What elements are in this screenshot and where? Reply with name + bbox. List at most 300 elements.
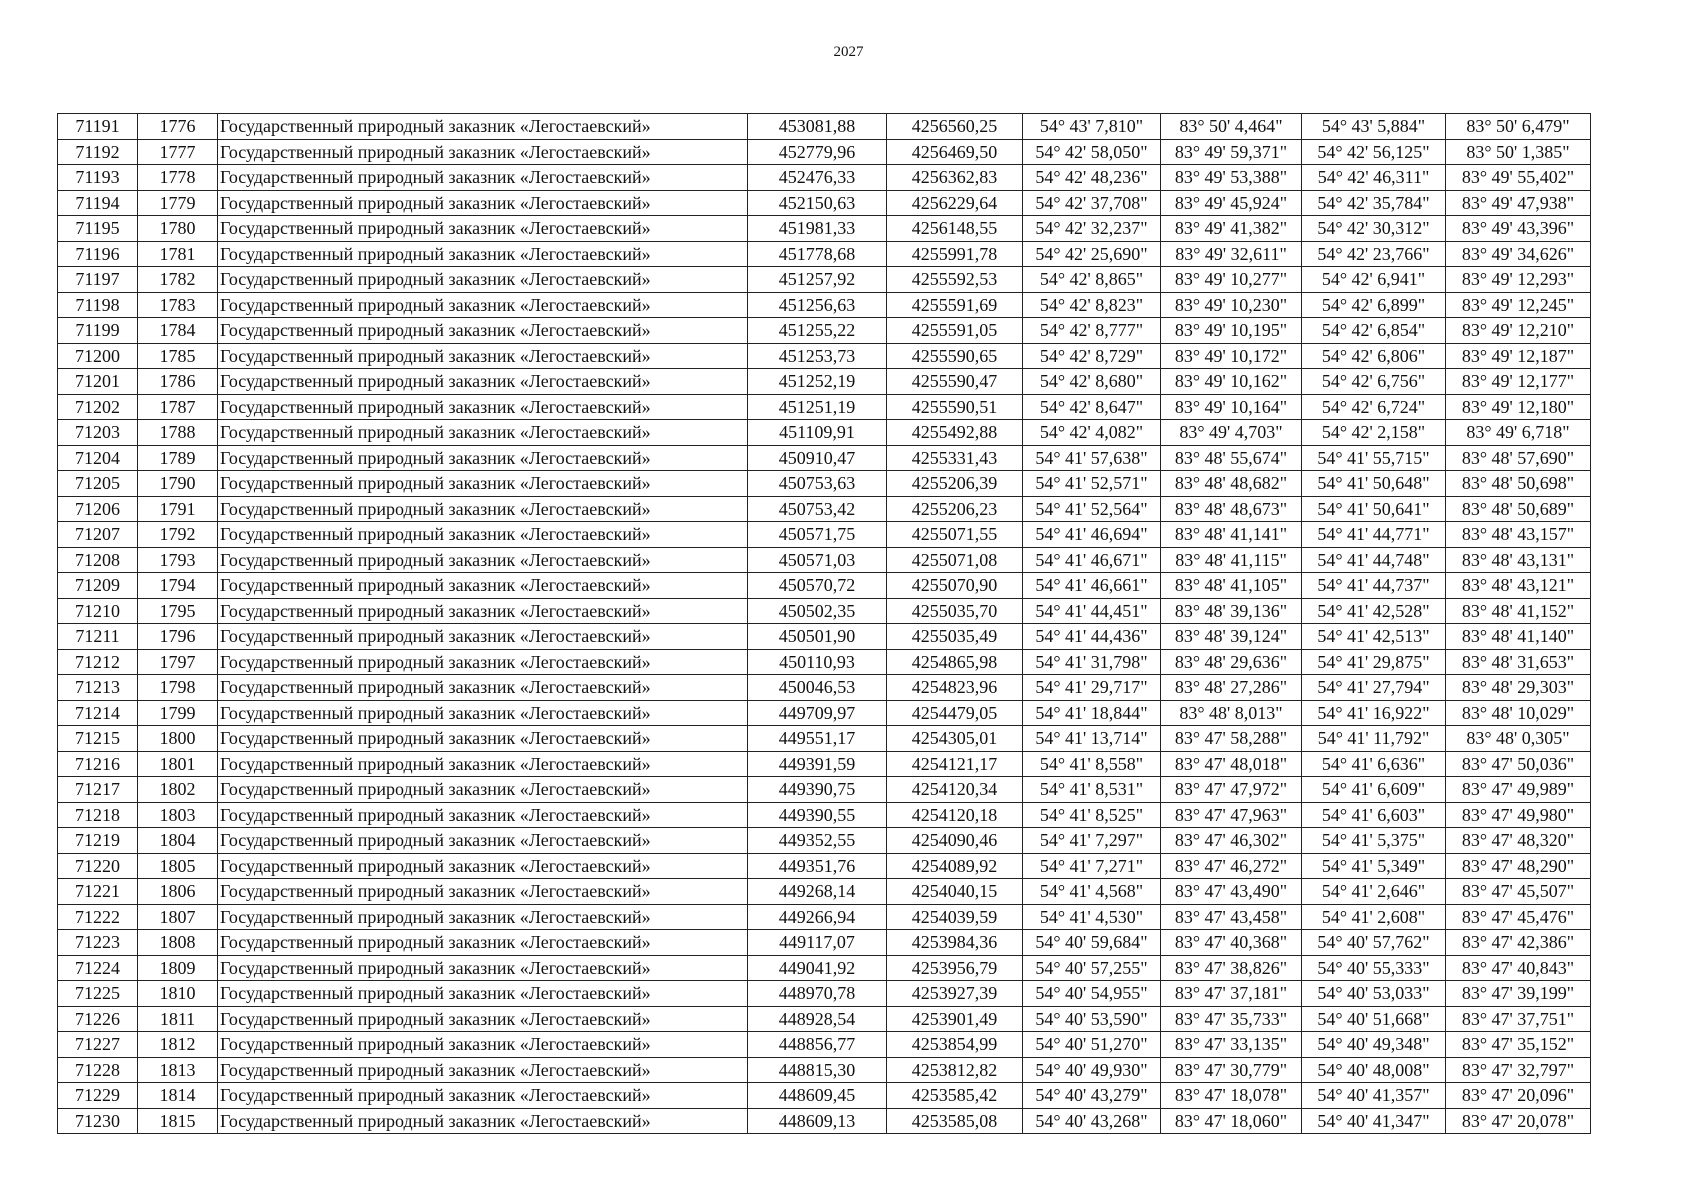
longitude-2-cell: 83° 47' 45,476" [1446, 904, 1591, 930]
longitude-1-cell: 83° 49' 10,195" [1161, 318, 1302, 344]
table-row [58, 955, 1591, 981]
table-row [58, 267, 1591, 293]
object-name-cell: Государственный природный заказник «Легостаевский» [218, 445, 748, 471]
y-coordinate-cell: 4254089,92 [887, 853, 1023, 879]
latitude-1-cell: 54° 41' 4,568" [1023, 879, 1161, 905]
table-row [58, 649, 1591, 675]
point-number-cell: 1791 [138, 496, 218, 522]
point-number-cell: 1797 [138, 649, 218, 675]
longitude-1-cell: 83° 48' 48,673" [1161, 496, 1302, 522]
longitude-1-cell: 83° 49' 10,277" [1161, 267, 1302, 293]
longitude-2-cell: 83° 47' 32,797" [1446, 1057, 1591, 1083]
object-name-cell: Государственный природный заказник «Легостаевский» [218, 267, 748, 293]
coordinates-table [57, 113, 1591, 1134]
latitude-1-cell: 54° 42' 8,729" [1023, 343, 1161, 369]
latitude-2-cell: 54° 41' 29,875" [1302, 649, 1446, 675]
row-number-cell: 71221 [58, 879, 138, 905]
latitude-2-cell: 54° 42' 2,158" [1302, 420, 1446, 446]
table-row [58, 802, 1591, 828]
y-coordinate-cell: 4255206,39 [887, 471, 1023, 497]
longitude-2-cell: 83° 47' 49,980" [1446, 802, 1591, 828]
longitude-1-cell: 83° 49' 59,371" [1161, 139, 1302, 165]
longitude-2-cell: 83° 49' 12,180" [1446, 394, 1591, 420]
longitude-1-cell: 83° 48' 8,013" [1161, 700, 1302, 726]
object-name-cell: Государственный природный заказник «Легостаевский» [218, 420, 748, 446]
x-coordinate-cell: 450502,35 [748, 598, 887, 624]
table-row [58, 853, 1591, 879]
row-number-cell: 71191 [58, 114, 138, 140]
object-name-cell: Государственный природный заказник «Легостаевский» [218, 165, 748, 191]
object-name-cell: Государственный природный заказник «Легостаевский» [218, 114, 748, 140]
latitude-2-cell: 54° 40' 49,348" [1302, 1032, 1446, 1058]
latitude-2-cell: 54° 41' 42,528" [1302, 598, 1446, 624]
latitude-2-cell: 54° 41' 2,646" [1302, 879, 1446, 905]
x-coordinate-cell: 448609,45 [748, 1083, 887, 1109]
x-coordinate-cell: 449351,76 [748, 853, 887, 879]
row-number-cell: 71223 [58, 930, 138, 956]
table-row [58, 190, 1591, 216]
point-number-cell: 1810 [138, 981, 218, 1007]
x-coordinate-cell: 450501,90 [748, 624, 887, 650]
y-coordinate-cell: 4255592,53 [887, 267, 1023, 293]
object-name-cell: Государственный природный заказник «Легостаевский» [218, 547, 748, 573]
x-coordinate-cell: 452476,33 [748, 165, 887, 191]
row-number-cell: 71193 [58, 165, 138, 191]
latitude-1-cell: 54° 41' 29,717" [1023, 675, 1161, 701]
object-name-cell: Государственный природный заказник «Легостаевский» [218, 139, 748, 165]
longitude-1-cell: 83° 47' 43,490" [1161, 879, 1302, 905]
longitude-2-cell: 83° 47' 45,507" [1446, 879, 1591, 905]
longitude-1-cell: 83° 48' 55,674" [1161, 445, 1302, 471]
table-row [58, 139, 1591, 165]
table-row [58, 879, 1591, 905]
longitude-1-cell: 83° 49' 32,611" [1161, 241, 1302, 267]
y-coordinate-cell: 4255590,65 [887, 343, 1023, 369]
object-name-cell: Государственный природный заказник «Легостаевский» [218, 573, 748, 599]
latitude-2-cell: 54° 42' 23,766" [1302, 241, 1446, 267]
longitude-1-cell: 83° 48' 41,105" [1161, 573, 1302, 599]
longitude-2-cell: 83° 49' 12,187" [1446, 343, 1591, 369]
table-row [58, 343, 1591, 369]
longitude-2-cell: 83° 48' 43,121" [1446, 573, 1591, 599]
latitude-2-cell: 54° 41' 6,603" [1302, 802, 1446, 828]
table-row [58, 1006, 1591, 1032]
table-row [58, 522, 1591, 548]
longitude-1-cell: 83° 48' 41,141" [1161, 522, 1302, 548]
x-coordinate-cell: 451251,19 [748, 394, 887, 420]
longitude-1-cell: 83° 47' 47,963" [1161, 802, 1302, 828]
point-number-cell: 1814 [138, 1083, 218, 1109]
x-coordinate-cell: 450046,53 [748, 675, 887, 701]
object-name-cell: Государственный природный заказник «Легостаевский» [218, 930, 748, 956]
object-name-cell: Государственный природный заказник «Легостаевский» [218, 1006, 748, 1032]
object-name-cell: Государственный природный заказник «Легостаевский» [218, 675, 748, 701]
x-coordinate-cell: 453081,88 [748, 114, 887, 140]
table-row [58, 114, 1591, 140]
latitude-2-cell: 54° 42' 6,941" [1302, 267, 1446, 293]
longitude-2-cell: 83° 48' 57,690" [1446, 445, 1591, 471]
y-coordinate-cell: 4255035,49 [887, 624, 1023, 650]
longitude-1-cell: 83° 49' 41,382" [1161, 216, 1302, 242]
row-number-cell: 71220 [58, 853, 138, 879]
y-coordinate-cell: 4253812,82 [887, 1057, 1023, 1083]
point-number-cell: 1778 [138, 165, 218, 191]
y-coordinate-cell: 4255591,69 [887, 292, 1023, 318]
longitude-1-cell: 83° 49' 10,162" [1161, 369, 1302, 395]
x-coordinate-cell: 448609,13 [748, 1108, 887, 1134]
x-coordinate-cell: 451256,63 [748, 292, 887, 318]
row-number-cell: 71216 [58, 751, 138, 777]
longitude-2-cell: 83° 47' 40,843" [1446, 955, 1591, 981]
table-row [58, 394, 1591, 420]
longitude-1-cell: 83° 47' 58,288" [1161, 726, 1302, 752]
point-number-cell: 1801 [138, 751, 218, 777]
object-name-cell: Государственный природный заказник «Легостаевский» [218, 318, 748, 344]
latitude-2-cell: 54° 41' 55,715" [1302, 445, 1446, 471]
latitude-1-cell: 54° 41' 46,694" [1023, 522, 1161, 548]
y-coordinate-cell: 4254120,18 [887, 802, 1023, 828]
latitude-2-cell: 54° 40' 53,033" [1302, 981, 1446, 1007]
latitude-2-cell: 54° 42' 56,125" [1302, 139, 1446, 165]
object-name-cell: Государственный природный заказник «Легостаевский» [218, 216, 748, 242]
y-coordinate-cell: 4255071,55 [887, 522, 1023, 548]
x-coordinate-cell: 449391,59 [748, 751, 887, 777]
latitude-1-cell: 54° 42' 37,708" [1023, 190, 1161, 216]
latitude-2-cell: 54° 41' 5,375" [1302, 828, 1446, 854]
row-number-cell: 71210 [58, 598, 138, 624]
longitude-1-cell: 83° 49' 53,388" [1161, 165, 1302, 191]
point-number-cell: 1809 [138, 955, 218, 981]
x-coordinate-cell: 450753,42 [748, 496, 887, 522]
row-number-cell: 71192 [58, 139, 138, 165]
object-name-cell: Государственный природный заказник «Легостаевский» [218, 394, 748, 420]
latitude-1-cell: 54° 41' 46,671" [1023, 547, 1161, 573]
latitude-1-cell: 54° 40' 49,930" [1023, 1057, 1161, 1083]
latitude-1-cell: 54° 41' 31,798" [1023, 649, 1161, 675]
longitude-1-cell: 83° 47' 18,060" [1161, 1108, 1302, 1134]
page-number: 2027 [833, 44, 864, 60]
latitude-1-cell: 54° 42' 58,050" [1023, 139, 1161, 165]
row-number-cell: 71196 [58, 241, 138, 267]
latitude-2-cell: 54° 41' 27,794" [1302, 675, 1446, 701]
y-coordinate-cell: 4256362,83 [887, 165, 1023, 191]
longitude-1-cell: 83° 49' 10,230" [1161, 292, 1302, 318]
row-number-cell: 71213 [58, 675, 138, 701]
row-number-cell: 71222 [58, 904, 138, 930]
latitude-2-cell: 54° 41' 50,641" [1302, 496, 1446, 522]
latitude-1-cell: 54° 40' 53,590" [1023, 1006, 1161, 1032]
object-name-cell: Государственный природный заказник «Легостаевский» [218, 292, 748, 318]
y-coordinate-cell: 4255071,08 [887, 547, 1023, 573]
object-name-cell: Государственный природный заказник «Легостаевский» [218, 624, 748, 650]
point-number-cell: 1786 [138, 369, 218, 395]
point-number-cell: 1806 [138, 879, 218, 905]
row-number-cell: 71224 [58, 955, 138, 981]
x-coordinate-cell: 451778,68 [748, 241, 887, 267]
longitude-1-cell: 83° 50' 4,464" [1161, 114, 1302, 140]
y-coordinate-cell: 4256469,50 [887, 139, 1023, 165]
latitude-1-cell: 54° 43' 7,810" [1023, 114, 1161, 140]
y-coordinate-cell: 4255591,05 [887, 318, 1023, 344]
longitude-1-cell: 83° 47' 35,733" [1161, 1006, 1302, 1032]
longitude-1-cell: 83° 47' 18,078" [1161, 1083, 1302, 1109]
longitude-1-cell: 83° 48' 39,124" [1161, 624, 1302, 650]
table-row [58, 598, 1591, 624]
object-name-cell: Государственный природный заказник «Легостаевский» [218, 1108, 748, 1134]
x-coordinate-cell: 449390,55 [748, 802, 887, 828]
latitude-2-cell: 54° 42' 30,312" [1302, 216, 1446, 242]
latitude-1-cell: 54° 40' 43,279" [1023, 1083, 1161, 1109]
y-coordinate-cell: 4254865,98 [887, 649, 1023, 675]
latitude-2-cell: 54° 40' 48,008" [1302, 1057, 1446, 1083]
object-name-cell: Государственный природный заказник «Легостаевский» [218, 751, 748, 777]
table-row [58, 828, 1591, 854]
object-name-cell: Государственный природный заказник «Легостаевский» [218, 853, 748, 879]
latitude-1-cell: 54° 40' 59,684" [1023, 930, 1161, 956]
point-number-cell: 1811 [138, 1006, 218, 1032]
longitude-2-cell: 83° 48' 41,140" [1446, 624, 1591, 650]
point-number-cell: 1802 [138, 777, 218, 803]
longitude-2-cell: 83° 48' 43,157" [1446, 522, 1591, 548]
row-number-cell: 71214 [58, 700, 138, 726]
row-number-cell: 71215 [58, 726, 138, 752]
table-row [58, 471, 1591, 497]
point-number-cell: 1799 [138, 700, 218, 726]
table-row [58, 496, 1591, 522]
latitude-1-cell: 54° 41' 13,714" [1023, 726, 1161, 752]
longitude-2-cell: 83° 47' 48,290" [1446, 853, 1591, 879]
latitude-1-cell: 54° 41' 52,571" [1023, 471, 1161, 497]
latitude-1-cell: 54° 41' 8,531" [1023, 777, 1161, 803]
x-coordinate-cell: 449390,75 [748, 777, 887, 803]
x-coordinate-cell: 450571,03 [748, 547, 887, 573]
table-row [58, 751, 1591, 777]
latitude-2-cell: 54° 42' 35,784" [1302, 190, 1446, 216]
latitude-1-cell: 54° 41' 7,297" [1023, 828, 1161, 854]
object-name-cell: Государственный природный заказник «Легостаевский» [218, 496, 748, 522]
object-name-cell: Государственный природный заказник «Легостаевский» [218, 700, 748, 726]
table-row [58, 930, 1591, 956]
x-coordinate-cell: 452150,63 [748, 190, 887, 216]
y-coordinate-cell: 4256148,55 [887, 216, 1023, 242]
table-row [58, 1083, 1591, 1109]
x-coordinate-cell: 448856,77 [748, 1032, 887, 1058]
longitude-1-cell: 83° 47' 46,272" [1161, 853, 1302, 879]
longitude-2-cell: 83° 49' 47,938" [1446, 190, 1591, 216]
object-name-cell: Государственный природный заказник «Легостаевский» [218, 241, 748, 267]
point-number-cell: 1798 [138, 675, 218, 701]
object-name-cell: Государственный природный заказник «Легостаевский» [218, 726, 748, 752]
y-coordinate-cell: 4254823,96 [887, 675, 1023, 701]
y-coordinate-cell: 4256560,25 [887, 114, 1023, 140]
object-name-cell: Государственный природный заказник «Легостаевский» [218, 879, 748, 905]
longitude-2-cell: 83° 48' 0,305" [1446, 726, 1591, 752]
latitude-2-cell: 54° 42' 6,724" [1302, 394, 1446, 420]
x-coordinate-cell: 451253,73 [748, 343, 887, 369]
row-number-cell: 71199 [58, 318, 138, 344]
object-name-cell: Государственный природный заказник «Легостаевский» [218, 471, 748, 497]
row-number-cell: 71204 [58, 445, 138, 471]
longitude-2-cell: 83° 47' 20,078" [1446, 1108, 1591, 1134]
table-row [58, 624, 1591, 650]
object-name-cell: Государственный природный заказник «Легостаевский» [218, 343, 748, 369]
latitude-1-cell: 54° 41' 8,558" [1023, 751, 1161, 777]
point-number-cell: 1776 [138, 114, 218, 140]
point-number-cell: 1812 [138, 1032, 218, 1058]
row-number-cell: 71219 [58, 828, 138, 854]
table-body [58, 114, 1591, 1134]
longitude-2-cell: 83° 49' 6,718" [1446, 420, 1591, 446]
point-number-cell: 1779 [138, 190, 218, 216]
longitude-2-cell: 83° 48' 41,152" [1446, 598, 1591, 624]
y-coordinate-cell: 4254121,17 [887, 751, 1023, 777]
point-number-cell: 1790 [138, 471, 218, 497]
point-number-cell: 1805 [138, 853, 218, 879]
latitude-2-cell: 54° 41' 2,608" [1302, 904, 1446, 930]
table-row [58, 1057, 1591, 1083]
object-name-cell: Государственный природный заказник «Легостаевский» [218, 1057, 748, 1083]
latitude-1-cell: 54° 42' 8,823" [1023, 292, 1161, 318]
row-number-cell: 71198 [58, 292, 138, 318]
longitude-2-cell: 83° 49' 34,626" [1446, 241, 1591, 267]
latitude-2-cell: 54° 40' 57,762" [1302, 930, 1446, 956]
longitude-2-cell: 83° 47' 48,320" [1446, 828, 1591, 854]
y-coordinate-cell: 4254040,15 [887, 879, 1023, 905]
latitude-2-cell: 54° 42' 6,854" [1302, 318, 1446, 344]
y-coordinate-cell: 4254090,46 [887, 828, 1023, 854]
longitude-1-cell: 83° 47' 48,018" [1161, 751, 1302, 777]
latitude-1-cell: 54° 42' 32,237" [1023, 216, 1161, 242]
point-number-cell: 1789 [138, 445, 218, 471]
object-name-cell: Государственный природный заказник «Легостаевский» [218, 369, 748, 395]
row-number-cell: 71194 [58, 190, 138, 216]
point-number-cell: 1804 [138, 828, 218, 854]
longitude-2-cell: 83° 48' 31,653" [1446, 649, 1591, 675]
latitude-2-cell: 54° 40' 51,668" [1302, 1006, 1446, 1032]
longitude-2-cell: 83° 47' 49,989" [1446, 777, 1591, 803]
latitude-1-cell: 54° 41' 8,525" [1023, 802, 1161, 828]
y-coordinate-cell: 4254479,05 [887, 700, 1023, 726]
y-coordinate-cell: 4253984,36 [887, 930, 1023, 956]
longitude-2-cell: 83° 48' 29,303" [1446, 675, 1591, 701]
longitude-1-cell: 83° 49' 4,703" [1161, 420, 1302, 446]
object-name-cell: Государственный природный заказник «Легостаевский» [218, 777, 748, 803]
table-row [58, 1032, 1591, 1058]
longitude-1-cell: 83° 48' 29,636" [1161, 649, 1302, 675]
longitude-2-cell: 83° 49' 55,402" [1446, 165, 1591, 191]
latitude-1-cell: 54° 42' 8,865" [1023, 267, 1161, 293]
latitude-1-cell: 54° 41' 44,436" [1023, 624, 1161, 650]
x-coordinate-cell: 448970,78 [748, 981, 887, 1007]
y-coordinate-cell: 4254120,34 [887, 777, 1023, 803]
y-coordinate-cell: 4253854,99 [887, 1032, 1023, 1058]
point-number-cell: 1792 [138, 522, 218, 548]
table-row [58, 981, 1591, 1007]
point-number-cell: 1815 [138, 1108, 218, 1134]
longitude-2-cell: 83° 47' 20,096" [1446, 1083, 1591, 1109]
latitude-2-cell: 54° 40' 55,333" [1302, 955, 1446, 981]
longitude-1-cell: 83° 47' 46,302" [1161, 828, 1302, 854]
latitude-1-cell: 54° 40' 51,270" [1023, 1032, 1161, 1058]
point-number-cell: 1777 [138, 139, 218, 165]
x-coordinate-cell: 451109,91 [748, 420, 887, 446]
table-row [58, 292, 1591, 318]
latitude-1-cell: 54° 42' 48,236" [1023, 165, 1161, 191]
point-number-cell: 1781 [138, 241, 218, 267]
row-number-cell: 71208 [58, 547, 138, 573]
point-number-cell: 1807 [138, 904, 218, 930]
row-number-cell: 71229 [58, 1083, 138, 1109]
longitude-1-cell: 83° 49' 10,164" [1161, 394, 1302, 420]
latitude-1-cell: 54° 41' 7,271" [1023, 853, 1161, 879]
longitude-2-cell: 83° 49' 12,177" [1446, 369, 1591, 395]
object-name-cell: Государственный природный заказник «Легостаевский» [218, 190, 748, 216]
x-coordinate-cell: 450570,72 [748, 573, 887, 599]
y-coordinate-cell: 4253585,42 [887, 1083, 1023, 1109]
longitude-2-cell: 83° 47' 50,036" [1446, 751, 1591, 777]
y-coordinate-cell: 4255590,47 [887, 369, 1023, 395]
row-number-cell: 71228 [58, 1057, 138, 1083]
object-name-cell: Государственный природный заказник «Легостаевский» [218, 522, 748, 548]
latitude-2-cell: 54° 41' 50,648" [1302, 471, 1446, 497]
row-number-cell: 71226 [58, 1006, 138, 1032]
row-number-cell: 71201 [58, 369, 138, 395]
table-row [58, 216, 1591, 242]
row-number-cell: 71217 [58, 777, 138, 803]
row-number-cell: 71225 [58, 981, 138, 1007]
x-coordinate-cell: 450571,75 [748, 522, 887, 548]
point-number-cell: 1808 [138, 930, 218, 956]
row-number-cell: 71207 [58, 522, 138, 548]
table-row [58, 573, 1591, 599]
longitude-1-cell: 83° 48' 48,682" [1161, 471, 1302, 497]
point-number-cell: 1782 [138, 267, 218, 293]
row-number-cell: 71209 [58, 573, 138, 599]
latitude-2-cell: 54° 42' 6,899" [1302, 292, 1446, 318]
x-coordinate-cell: 450753,63 [748, 471, 887, 497]
latitude-2-cell: 54° 42' 6,806" [1302, 343, 1446, 369]
latitude-2-cell: 54° 41' 5,349" [1302, 853, 1446, 879]
longitude-2-cell: 83° 47' 37,751" [1446, 1006, 1591, 1032]
object-name-cell: Государственный природный заказник «Легостаевский» [218, 981, 748, 1007]
latitude-2-cell: 54° 42' 46,311" [1302, 165, 1446, 191]
x-coordinate-cell: 449551,17 [748, 726, 887, 752]
table-row [58, 700, 1591, 726]
x-coordinate-cell: 449041,92 [748, 955, 887, 981]
object-name-cell: Государственный природный заказник «Легостаевский» [218, 1083, 748, 1109]
x-coordinate-cell: 451257,92 [748, 267, 887, 293]
y-coordinate-cell: 4253927,39 [887, 981, 1023, 1007]
longitude-2-cell: 83° 48' 50,689" [1446, 496, 1591, 522]
longitude-2-cell: 83° 48' 10,029" [1446, 700, 1591, 726]
y-coordinate-cell: 4255991,78 [887, 241, 1023, 267]
longitude-2-cell: 83° 49' 43,396" [1446, 216, 1591, 242]
latitude-1-cell: 54° 41' 18,844" [1023, 700, 1161, 726]
longitude-2-cell: 83° 49' 12,210" [1446, 318, 1591, 344]
x-coordinate-cell: 450910,47 [748, 445, 887, 471]
x-coordinate-cell: 449268,14 [748, 879, 887, 905]
point-number-cell: 1800 [138, 726, 218, 752]
table-row [58, 777, 1591, 803]
y-coordinate-cell: 4255206,23 [887, 496, 1023, 522]
latitude-1-cell: 54° 42' 8,680" [1023, 369, 1161, 395]
longitude-1-cell: 83° 49' 10,172" [1161, 343, 1302, 369]
x-coordinate-cell: 448815,30 [748, 1057, 887, 1083]
longitude-1-cell: 83° 48' 27,286" [1161, 675, 1302, 701]
latitude-2-cell: 54° 41' 44,771" [1302, 522, 1446, 548]
latitude-2-cell: 54° 43' 5,884" [1302, 114, 1446, 140]
x-coordinate-cell: 449352,55 [748, 828, 887, 854]
